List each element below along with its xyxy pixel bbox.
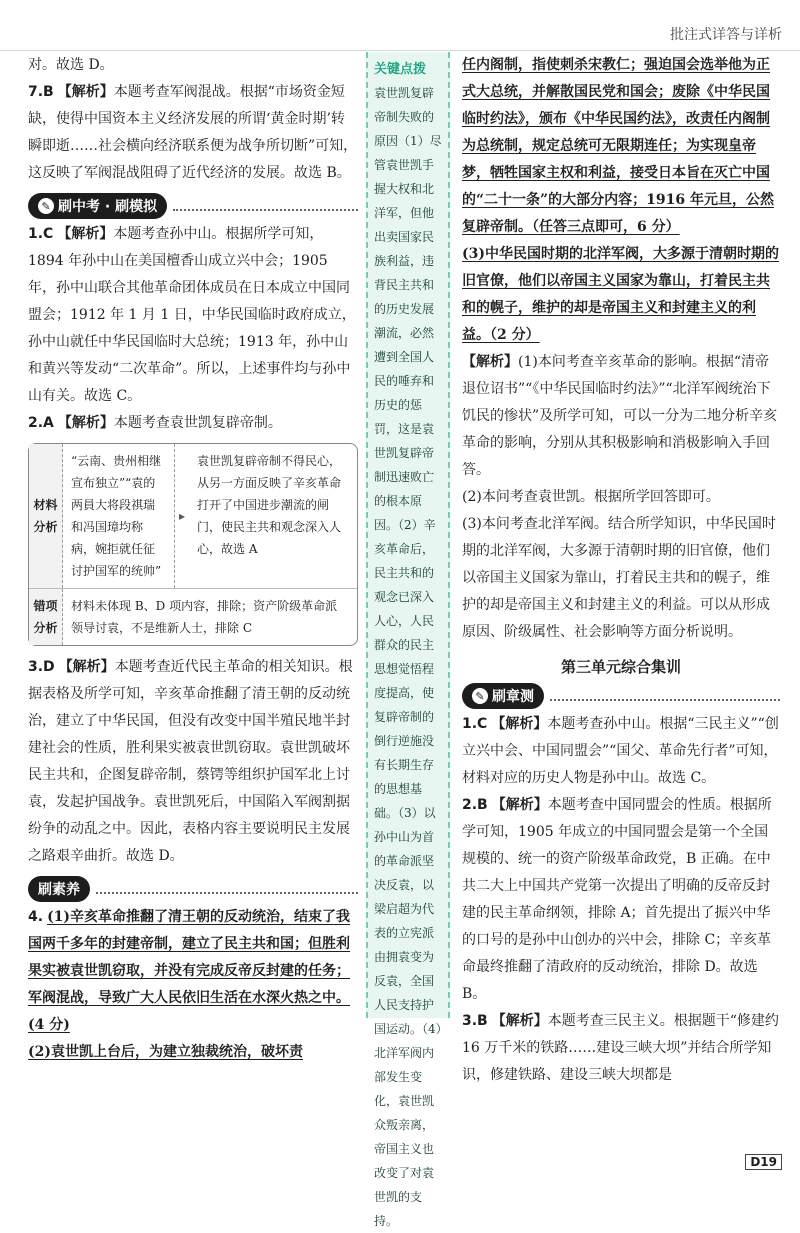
analysis-row-wrong	[29, 588, 357, 645]
chapter-question-3-label: 【解析】	[491, 1013, 548, 1029]
analysis-row-wrong-label: 错项分析	[29, 589, 63, 645]
analysis-conclusion-cell: 袁世凯复辟帝制不得民心，从另一方面反映了辛亥革命打开了中国进步潮流的闸门，使民主共和观念深入人心，故选 A	[197, 454, 342, 556]
section-banner-chapter	[462, 683, 780, 709]
right-column	[462, 52, 780, 1089]
mock-question-2-label: 【解析】	[57, 415, 114, 431]
analysis-label: 【解析】	[462, 354, 518, 370]
unit-title: 第三单元综合集训	[560, 658, 681, 676]
banner-dotted-line	[173, 209, 358, 211]
brush-icon: ✎	[472, 688, 488, 704]
mock-question-1	[28, 221, 358, 410]
analysis-part1	[462, 349, 780, 484]
chapter-question-1-text: 本题考查孙中山。根据“三民主义”“创立兴中会、中国同盟会”“国父、革命先行者”可知，材料对应的历史人物是孙中山。故选 C。	[462, 716, 779, 786]
chapter-question-1-label: 【解析】	[491, 716, 548, 732]
literacy-question-4	[28, 904, 358, 1039]
mock-question-1-text: 本题考查孙中山。根据所学可知，1894 年孙中山在美国檀香山成立兴中会；1905 年，孙中山联合其他革命团体成员在日本成立中国同盟会；1912 年 1 月 1 日，中华民国临时政府成立，孙中山就任中华民国临时大总统；1913 年，孙中山和黄兴等发动“二次革命”。所以，上述事件均与孙中山有关。故选 C。	[28, 226, 356, 404]
left-column	[28, 52, 358, 1066]
page-header-title: 批注式详答与详析	[670, 27, 782, 43]
chapter-question-3-text: 本题考查三民主义。根据题干“修建约 16 万千米的铁路……建设三峡大坝”并结合所学知识，修建铁路、建设三峡大坝都是	[462, 1013, 779, 1083]
analysis-row-material	[29, 444, 357, 588]
chapter-question-1-lead: 1.C	[462, 716, 488, 732]
mock-question-3-lead: 3.D	[28, 659, 55, 675]
literacy-question-4-part1: (1)辛亥革命推翻了清王朝的反动统治，结束了我国两千多年的封建帝制，建立了民主共和国；但胜利果实被袁世凯窃取，并没有完成反帝反封建的任务；军阀混战，导致广大人民依旧生活在水深火热之中。(4 分)	[28, 909, 351, 1033]
mock-question-3-label: 【解析】	[58, 659, 115, 675]
key-points-title: 关键点拨	[374, 62, 427, 77]
banner-dotted-line	[550, 699, 780, 701]
mock-question-2	[28, 410, 358, 437]
banner-dotted-line	[96, 892, 358, 894]
header-divider	[0, 50, 800, 51]
question-7-label: 【解析】	[57, 84, 114, 100]
banner-label-literacy: 刷素养	[38, 882, 80, 898]
literacy-question-4-part2: (2)袁世凯上台后，为建立独裁统治，破坏责	[28, 1044, 303, 1060]
answer-part2-continued: 任内阁制，指使刺杀宋教仁；强迫国会选举他为正式大总统，并解散国民党和国会；废除《中华民国临时约法》，颁布《中华民国约法》，改责任内阁制为总统制，规定总统可无限期连任；为实现皇帝梦，牺牲国家主权和利益，接受日本旨在灭亡中国的“二十一条”的大部分内容；1916 年元旦，公然复辟帝制。（任答三点即可，6 分）	[462, 57, 774, 235]
banner-badge-mock	[28, 193, 167, 219]
chapter-question-2-lead: 2.B	[462, 797, 488, 813]
arrow-right-icon: ▸	[178, 509, 186, 523]
section-banner-mock	[28, 193, 358, 219]
question-7-text: 本题考查军阀混战。根据“市场资金短缺，使得中国资本主义经济发展的所谓‘黄金时期’转瞬即逝……社会横向经济联系便为战争所切断”可知，这反映了军阀混战阻碍了近代经济的发展。故选 B。	[28, 84, 358, 181]
analysis-table	[28, 443, 358, 646]
answer-part3: (3)中华民国时期的北洋军阀，大多源于清朝时期的旧官僚，他们以帝国主义国家为靠山，打着民主共和的幌子，维护的却是帝国主义和封建主义的利益。（2 分）	[462, 246, 779, 343]
analysis-part1-text: (1)本问考查辛亥革命的影响。根据“清帝退位诏书”“《中华民国临时约法》”“北洋军阀统治下饥民的惨状”及所学可知，可以一分为二地分析辛亥革命的影响，分别从其积极影响和消极影响入手回答。	[462, 354, 778, 478]
page-number: D19	[745, 1154, 782, 1170]
banner-label-mock: 刷中考 · 刷模拟	[58, 199, 158, 215]
literacy-question-4-part2-wrap	[28, 1039, 358, 1066]
literacy-question-4-lead: 4.	[28, 909, 44, 925]
analysis-quote-cell: “云南、贵州相继宣布独立”“袁的两員大将段祺瑞和冯国璋均称病，婉拒就任征讨护国军的统帅”	[63, 444, 175, 588]
chapter-question-2-text: 本题考查中国同盟会的性质。根据所学可知，1905 年成立的中国同盟会是第一个全国规模的、统一的资产阶级革命政党，B 正确。在中共二大上中国共产党第一次提出了明确的反帝反封建的民主革命纲领，排除 A；首先提出了振兴中华的口号的是孙中山创办的兴中会，排除 C；辛亥革命最终推翻了清政府的反动统治，排除 D。故选 B。	[462, 797, 772, 1002]
analysis-row-material-label: 材料分析	[29, 444, 63, 588]
mock-question-3-text: 本题考查近代民主革命的相关知识。根据表格及所学可知，辛亥革命推翻了清王朝的反动统治，建立了中华民国，但没有改变中国半殖民地半封建社会的性质，胜利果实被袁世凯窃取。袁世凯破坏民主共和，企图复辟帝制，蔡锷等组织护国军北上讨袁，发起护国战争。袁世凯死后，中国陷入军阀割据纷争的动乱之中。因此，表格内容主要说明民主发展之路艰辛曲折。故选 D。	[28, 659, 353, 864]
chapter-question-3-lead: 3.B	[462, 1013, 488, 1029]
mock-question-1-label: 【解析】	[57, 226, 114, 242]
key-points-text: 袁世凯复辟帝制失败的原因（1）尽管袁世凯手握大权和北洋军，但他出卖国家民族利益，违背民主共和的历史发展潮流，必然遭到全国人民的唾弃和历史的惩罚，这是袁世凯复辟帝制迅速败亡的根本原因。（2）辛亥革命后，民主共和的观念已深入人心，人民群众的民主思想觉悟程度提高，使复辟帝制的倒行逆施没有长期生存的思想基础。（3）以孙中山为首的革命派坚决反袁，以梁启超为代表的立宪派由拥袁变为反袁，全国人民支持护国运动。（4）北洋军阀内部发生变化，袁世凯众叛亲离，帝国主义也改变了对袁世凯的支持。	[374, 86, 442, 1228]
analysis-wrong-cell: 材料未体现 B、D 项内容，排除；资产阶级革命派领导讨袁，不是维新人士，排除 C	[71, 599, 338, 635]
question-7	[28, 79, 358, 187]
banner-badge-literacy	[28, 876, 90, 902]
key-points-sidebar	[366, 52, 450, 1228]
analysis-part3: (3)本问考查北洋军阀。结合所学知识，中华民国时期的北洋军阀，大多源于清朝时期的旧官僚，他们以帝国主义国家为靠山，打着民主共和的幌子，维护的却是帝国主义和封建主义的利益。可以从形成原因、阶级属性、社会影响等方面分析说明。	[462, 516, 776, 640]
section-banner-literacy	[28, 876, 358, 902]
mock-question-3	[28, 654, 358, 870]
mock-question-2-lead: 2.A	[28, 415, 54, 431]
question-7-lead: 7.B	[28, 84, 54, 100]
banner-badge-chapter	[462, 683, 544, 709]
mock-question-1-lead: 1.C	[28, 226, 54, 242]
analysis-part2: (2)本问考查袁世凯。根据所学回答即可。	[462, 489, 720, 505]
chapter-question-2	[462, 792, 780, 1008]
brush-icon: ✎	[38, 198, 54, 214]
chapter-question-3	[462, 1008, 780, 1089]
chapter-question-2-label: 【解析】	[491, 797, 548, 813]
left-top-text: 对。故选 D。	[28, 57, 114, 73]
banner-label-chapter: 刷章测	[492, 689, 534, 705]
mock-question-2-text: 本题考查袁世凯复辟帝制。	[113, 415, 282, 431]
chapter-question-1	[462, 711, 780, 792]
